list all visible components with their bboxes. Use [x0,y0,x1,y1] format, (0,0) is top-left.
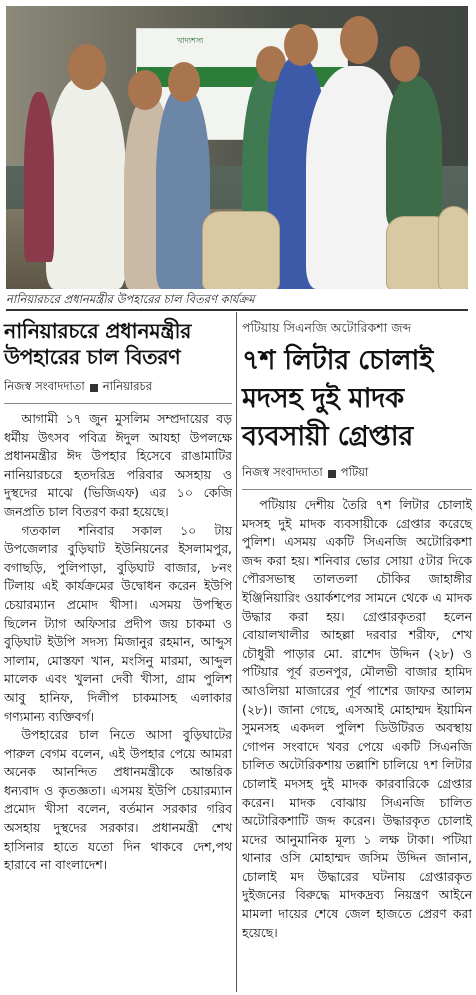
left-paragraph-2: গতকাল শনিবার সকাল ১০ টায় উপজেলার বুড়িঘাট ইউনিয়নের ইসলামপুর, বগাছড়ি, পুলিপাড়া, বুড়িঘাট বাজার, ৮নং টিলায় এই কার্যক্রমের উদ্বোধন করেন ইউপি চেয়ারম্যান প্রমোদ খীসা। এসময় উপস্থিত ছিলেন ট্যাগ অফিসার প্রদীপ জয় চাকমা ও বুড়িঘাট ইউপি সদস্য মিজানুর রহমান, আব্দুস সালাম, মোস্তফা খান, মংসিনু মারমা, আব্দুল মালেক এবং খুলনা দেবী খীসা, গ্রাম পুলিশ আবু হানিফ, দিলীপ চাকমাসহ এলাকার গণ্যমান্য ব্যক্তিবর্গ। [4,522,232,724]
photo-caption: নানিয়ারচরে প্রধানমন্ত্রীর উপহারের চাল বিতরণ কার্যক্রম [6,292,255,306]
column-divider [236,312,237,992]
rice-sack [438,206,468,289]
left-byline-rule [4,403,232,404]
left-paragraph-1: আগামী ১৭ জুন মুসলিম সম্প্রদায়ের বড় ধর্মীয় উৎসব পবিত্র ঈদুল আযহা উপলক্ষে প্রধানমন্ত্রীর ঈদ উপহার হিসেবে রাঙামাটির নানিয়ারচরে হতদরিদ্র পরিবার অসহায় ও দুস্থদের মাঝে (ভিজিএফ) এর ১০ কেজি জনপ্রতি চাল বিতরণ করা হয়েছে। [4,411,232,519]
right-headline: ৭শ লিটার চোলাই মদসহ দুই মাদক ব্যবসায়ী গ্রেপ্তার [242,345,433,452]
right-article [242,312,472,942]
left-headline: নানিয়ারচরে প্রধানমন্ত্রীর উপহারের চাল বিতরণ [4,319,192,369]
person-far-right [386,76,442,226]
person-far-left [24,92,54,262]
caption-rule [6,309,468,311]
right-byline-author: নিজস্ব সংবাদদাতা [242,465,323,479]
person-head [128,70,162,110]
right-paragraph-1: পটিয়ায় দেশীয় তৈরি ৭শ লিটার চোলাই মদসহ দুই মাদক ব্যবসায়ীকে গ্রেপ্তার করেছে পুলিশ। এসময় একটি সিএনজি অটোরিকশা জব্দ করা হয়। শনিবার ভোর সোয়া ৫টার দিকে পৌরসভাস্থ তালতলা চৌকির জাহাঙ্গীর ইঞ্জিনিয়ারিং ওয়ার্কশপের সামনে থেকে এ মাদক উদ্ধার করা হয়। গ্রেপ্তারকৃতরা হলেন বোয়ালখালীর আহল্লা দরবার শরীফ, শেখ চৌধুরী পাড়ার মো. রাশেদ উদ্দিন (২৮) ও পটিয়ার পূর্ব রতনপুর, মৌলভী বাজার হামিদ আওলিয়া মাজারের পূর্ব পাশের জাফর আলম (২৮)। জানা গেছে, এসআই মোহাম্মদ ইয়ামিন সুমনসহ একদল পুলিশ ডিউটিরত অবস্থায় গোপন সংবাদে খবর পেয়ে একটি সিএনজি চালিত অটোরিকশায় তল্লাশি চালিয়ে ৭শ লিটার চোলাই মদসহ দুই মাদক কারবারিকে গ্রেপ্তার করেন। মাদক বোঝায় সিএনজি চালিত অটোরিকশাটি জব্দ করেন। উদ্ধারকৃত চোলাই মদের আনুমানিক মূল্য ১ লক্ষ টাকা। পটিয়া থানার ওসি মোহাম্মদ জসিম উদ্দিন জানান, চোলাই মদ উদ্ধারের ঘটনায় গ্রেপ্তারকৃত দুইজনের বিরুদ্ধে মাদকদ্রব্য নিয়ন্ত্রণ আইনে মামলা দায়ের শেষে জেল হাজতে প্রেরণ করা হয়েছে। [242,497,472,940]
right-body [242,496,472,942]
rice-sack [202,211,280,289]
person-head [390,46,420,82]
person-elderly-left [46,76,126,289]
person-head [284,24,318,66]
person-head [168,62,200,102]
square-bullet-icon [90,384,98,392]
person-head [68,44,106,90]
left-byline-place: নানিয়ারচর [102,379,153,393]
square-bullet-icon [328,470,336,478]
left-article [4,312,232,875]
banner-text: খাদ্যশস্য [177,36,204,45]
right-byline [242,464,472,483]
news-photo [6,6,468,289]
right-byline-place: পটিয়া [340,465,369,479]
left-byline [4,378,232,397]
right-byline-rule [242,489,472,490]
right-kicker: পটিয়ায় সিএনজি অটোরিকশা জব্দ [242,320,412,335]
left-paragraph-3: উপহারের চাল নিতে আসা বুড়িঘাটের পারুল বেগম বলেন, এই উপহার পেয়ে আমরা অনেক আনন্দিত প্রধানমন্ত্রীকে আন্তরিক ধন্যবাদ ও কৃতজ্ঞতা। এসময় ইউপি চেয়ারম্যান প্রমোদ খীসা বলেন, বর্তমান সরকার গরিব অসহায় দুস্থদের সরকার। প্রধানমন্ত্রী শেখ হাসিনার হাতে যতো দিন থাকবে দেশ,পথ হারাবে না বাংলাদেশ। [4,727,232,873]
left-byline-author: নিজস্ব সংবাদদাতা [4,379,85,393]
person-head [340,16,378,64]
left-body [4,410,232,875]
